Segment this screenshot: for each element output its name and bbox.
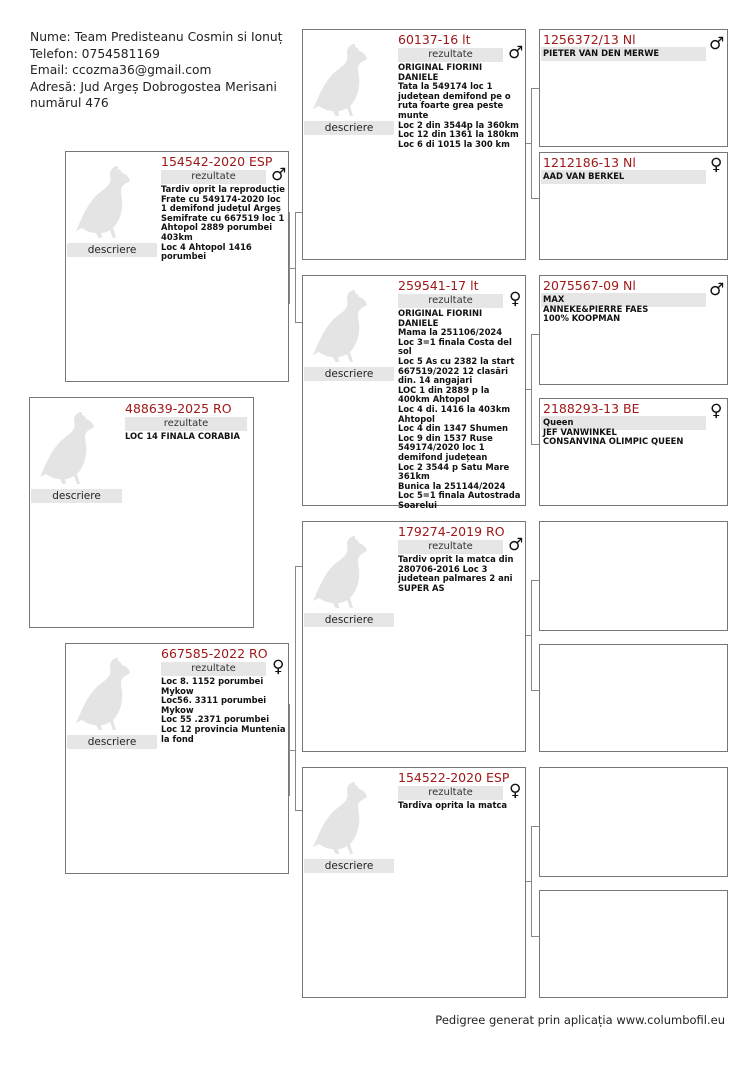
pigeon-card-g3-1 xyxy=(539,29,728,147)
ring-number: 2188293-13 BE xyxy=(543,401,640,416)
connector-line xyxy=(531,690,539,691)
footer-credit: Pedigree generat prin aplicația www.columbofil.eu xyxy=(435,1013,725,1027)
connector-line xyxy=(531,826,539,827)
pigeon-card-dam-dam xyxy=(302,767,526,998)
pigeon-card-g3-3 xyxy=(539,275,728,385)
connector-line xyxy=(531,826,532,936)
ring-number: 154522-2020 ESP xyxy=(398,770,510,785)
connector-line xyxy=(295,212,296,322)
connector-line xyxy=(295,810,302,811)
owner-phone: Telefon: 0754581169 xyxy=(30,46,160,61)
pigeon-card-dam-sire xyxy=(302,521,526,752)
pigeon-card-g3-4 xyxy=(539,398,728,506)
male-symbol-icon: ♂ xyxy=(271,165,287,185)
pigeon-info: ORIGINAL FIORINI DANIELE Tata la 549174 loc 1 județean demifond pe o ruta foarte grea peste munte Loc 2 din 3544p la 360km Loc 12 din 1361 la 180km Loc 6 di 1015 la 300 km xyxy=(398,62,519,149)
ring-number: 154542-2020 ESP xyxy=(161,154,273,169)
descriere-button[interactable]: descriere xyxy=(67,243,157,257)
owner-info xyxy=(30,29,283,112)
female-symbol-icon: ♀ xyxy=(710,155,723,175)
descriere-button[interactable]: descriere xyxy=(304,613,394,627)
pigeon-info: MAX ANNEKE&PIERRE FAES 100% KOOPMAN xyxy=(543,294,649,324)
ring-number: 60137-16 lt xyxy=(398,32,471,47)
pigeon-info: Loc 8. 1152 porumbei Mykow Loc56. 3311 porumbei Mykow Loc 55 .2371 porumbei Loc 12 provincia Muntenia la fond xyxy=(161,676,286,744)
descriere-button[interactable]: descriere xyxy=(304,859,394,873)
connector-line xyxy=(295,212,302,213)
pigeon-card-g3-6 xyxy=(539,644,728,752)
pigeon-card-subject xyxy=(29,397,254,628)
ring-number: 667585-2022 RO xyxy=(161,646,268,661)
rezultate-button[interactable]: rezultate xyxy=(161,662,266,676)
pigeon-silhouette-icon xyxy=(38,404,108,484)
owner-address: Adresă: Jud Argeș Dobrogostea Merisani xyxy=(30,79,277,94)
pigeon-silhouette-icon xyxy=(311,774,381,854)
connector-line xyxy=(526,635,531,636)
ring-number: 488639-2025 RO xyxy=(125,401,232,416)
female-symbol-icon: ♀ xyxy=(272,657,285,677)
pigeon-card-sire xyxy=(65,151,289,382)
connector-line xyxy=(531,198,539,199)
connector-line xyxy=(295,566,302,567)
pigeon-silhouette-icon xyxy=(74,158,144,238)
connector-line xyxy=(531,444,539,445)
connector-line xyxy=(531,88,539,89)
rezultate-button[interactable]: rezultate xyxy=(398,48,503,62)
ring-number: 2075567-09 Nl xyxy=(543,278,636,293)
male-symbol-icon: ♂ xyxy=(709,280,725,300)
male-symbol-icon: ♂ xyxy=(508,43,524,63)
owner-address-line2: numărul 476 xyxy=(30,96,109,110)
ring-number: 1256372/13 Nl xyxy=(543,32,636,47)
pigeon-card-sire-dam xyxy=(302,275,526,510)
pigeon-info: PIETER VAN DEN MERWE xyxy=(543,48,660,58)
pigeon-info: Tardiva oprita la matca xyxy=(398,800,508,810)
female-symbol-icon: ♀ xyxy=(509,289,522,309)
owner-name: Nume: Team Predisteanu Cosmin si Ionuț xyxy=(30,30,283,44)
pigeon-info: LOC 14 FINALA CORABIA xyxy=(125,431,241,441)
pigeon-card-g3-5 xyxy=(539,521,728,631)
pigeon-info: Tardiv oprit la matca din 280706-2016 Loc 3 judetean palmares 2 ani SUPER AS xyxy=(398,554,514,593)
pigeon-info: AAD VAN BERKEL xyxy=(543,171,625,181)
connector-line xyxy=(526,143,531,144)
connector-line xyxy=(531,580,539,581)
pigeon-card-dam xyxy=(65,643,289,874)
connector-line xyxy=(289,268,295,269)
rezultate-button[interactable]: rezultate xyxy=(398,540,503,554)
connector-line xyxy=(526,389,531,390)
pigeon-card-g3-7 xyxy=(539,767,728,877)
descriere-button[interactable]: descriere xyxy=(304,121,394,135)
pigeon-info: ORIGINAL FIORINI DANIELE Mama la 251106/2024 Loc 3=1 finala Costa del sol Loc 5 As cu 2382 la start 667519/2022 12 clasări din. 14 angajari LOC 1 din 2889 p la 400km Ahtopol Loc 4 di. 1416 la 403km Ahtopol Loc 4 din 1347 Shumen Loc 9 din 1537 Ruse 549174/2020 loc 1 demifond județean Loc 2 3544 p Satu Mare 361km Bunica la 251144/2024 Loc 5=1 finala Autostrada Soarelui xyxy=(398,308,521,510)
female-symbol-icon: ♀ xyxy=(509,781,522,801)
owner-email: Email: ccozma36@gmail.com xyxy=(30,63,212,77)
connector-line xyxy=(295,566,296,810)
connector-line xyxy=(531,936,539,937)
ring-number: 179274-2019 RO xyxy=(398,524,505,539)
pigeon-silhouette-icon xyxy=(311,36,381,116)
pigeon-silhouette-icon xyxy=(74,650,144,730)
pigeon-card-g3-2 xyxy=(539,152,728,260)
connector-line xyxy=(289,750,295,751)
rezultate-button[interactable]: rezultate xyxy=(161,170,266,184)
male-symbol-icon: ♂ xyxy=(508,535,524,555)
connector-line xyxy=(289,212,290,304)
connector-line xyxy=(531,580,532,690)
connector-line xyxy=(531,334,539,335)
pigeon-card-g3-8 xyxy=(539,890,728,998)
ring-number: 259541-17 lt xyxy=(398,278,479,293)
connector-line xyxy=(295,322,302,323)
male-symbol-icon: ♂ xyxy=(709,34,725,54)
connector-line xyxy=(526,881,531,882)
connector-line xyxy=(531,88,532,198)
connector-line xyxy=(531,334,532,444)
rezultate-button[interactable]: rezultate xyxy=(398,786,503,800)
rezultate-button[interactable]: rezultate xyxy=(398,294,503,308)
pigeon-silhouette-icon xyxy=(311,282,381,362)
pigeon-silhouette-icon xyxy=(311,528,381,608)
pigeon-info: Queen JEF VANWINKEL CONSANVINA OLIMPIC QUEEN xyxy=(543,417,684,447)
rezultate-button[interactable]: rezultate xyxy=(125,417,247,431)
pigeon-info: Tardiv oprit la reproducție Frate cu 549174-2020 loc 1 demifond județul Argeș Semifrate cu 667519 loc 1 Ahtopol 2889 porumbei 403km Loc 4 Ahtopol 1416 porumbei xyxy=(161,184,285,262)
female-symbol-icon: ♀ xyxy=(710,401,723,421)
descriere-button[interactable]: descriere xyxy=(31,489,122,503)
ring-number: 1212186-13 Nl xyxy=(543,155,636,170)
descriere-button[interactable]: descriere xyxy=(67,735,157,749)
pigeon-card-sire-sire xyxy=(302,29,526,260)
descriere-button[interactable]: descriere xyxy=(304,367,394,381)
